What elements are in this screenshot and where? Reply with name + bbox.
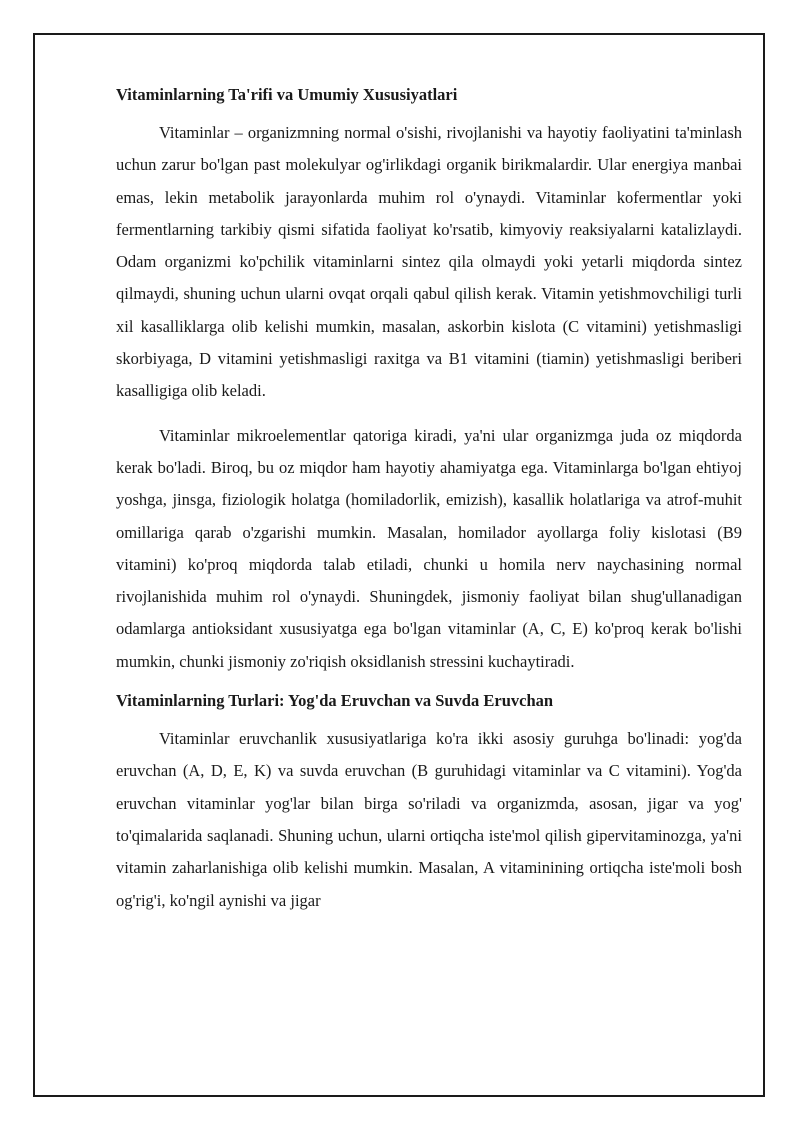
paragraph: Vitaminlar mikroelementlar qatoriga kiradi, ya'ni ular organizmga juda oz miqdorda kerak bo'ladi. Biroq, bu oz miqdor ham hayotiy ahamiyatga ega. Vitaminlarga bo'lgan ehtiyoj yoshga, jinsga, fiziologik holatga (homiladorlik, emizish), kasallik holatlariga va atrof-muhit omillariga qarab o'zgarishi mumkin. Masalan, homilador ayollarga foliy kislotasi (B9 vitamini) ko'proq miqdorda talab etiladi, chunki u homila nerv naychasining normal rivojlanishida muhim rol o'ynaydi. Shuningdek, jismoniy faoliyat bilan shug'ullanadigan odamlarga antioksidant xususiyatga ega bo'lgan vitaminlar (A, C, E) ko'proq kerak bo'lishi mumkin, chunki jismoniy zo'riqish oksidlanish stressini kuchaytiradi. [116, 425, 742, 671]
paragraph: Vitaminlar – organizmning normal o'sishi, rivojlanishi va hayotiy faoliyatini ta'minlash uchun zarur bo'lgan past molekulyar og'irlikdagi organik birikmalardir. Ular energiya manbai emas, lekin metabolik jarayonlarda muhim rol o'ynaydi. Vitaminlar kofermentlar yoki fermentlarning tarkibiy qismi sifatida faoliyat ko'rsatib, kimyoviy reaksiyalarni katalizlaydi. Odam organizmi ko'pchilik vitaminlarni sintez qila olmaydi yoki yetarli miqdorda sintez qilmaydi, shuning uchun ularni ovqat orqali qabul qilish kerak. Vitamin yetishmovchiligi turli xil kasalliklarga olib kelishi mumkin, masalan, askorbin kislota (C vitamini) yetishmasligi skorbiyaga, D vitamini yetishmasligi raxitga va B1 vitamini (tiamin) yetishmasligi beriberi kasalligiga olib keladi. [116, 123, 742, 401]
document-body [116, 84, 742, 917]
paragraph: Vitaminlar eruvchanlik xususiyatlariga ko'ra ikki asosiy guruhga bo'linadi: yog'da eruvchan (A, D, E, K) va suvda eruvchan (B guruhidagi vitaminlar va C vitamini). Yog'da eruvchan vitaminlar yog'lar bilan birga so'riladi va organizmda, asosan, jigar va yog' to'qimalarida saqlanadi. Shuning uchun, ularni ortiqcha iste'mol qilish gipervitaminozga, ya'ni vitamin zaharlanishiga olib kelishi mumkin. Masalan, A vitaminining ortiqcha iste'moli bosh og'rig'i, ko'ngil aynishi va jigar [116, 729, 742, 910]
section-heading-definition: Vitaminlarning Ta'rifi va Umumiy Xususiyatlari [116, 85, 458, 104]
section-heading-types: Vitaminlarning Turlari: Yog'da Eruvchan va Suvda Eruvchan [116, 691, 554, 711]
